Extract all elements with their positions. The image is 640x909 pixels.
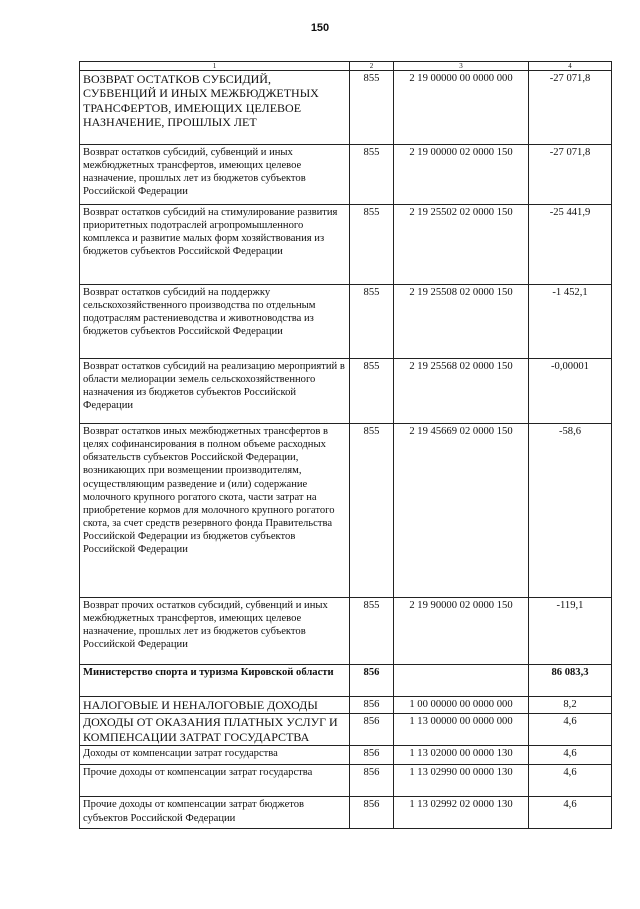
row-admin-code: 855 — [350, 359, 394, 424]
row-amount: 86 083,3 — [529, 665, 612, 697]
row-budget-code: 1 13 02000 00 0000 130 — [394, 746, 529, 765]
row-budget-code: 2 19 25502 02 0000 150 — [394, 205, 529, 285]
row-admin-code: 855 — [350, 145, 394, 205]
page-number: 150 — [310, 22, 330, 34]
row-budget-code: 2 19 90000 02 0000 150 — [394, 598, 529, 665]
table-row — [80, 285, 612, 359]
row-budget-code: 1 00 00000 00 0000 000 — [394, 697, 529, 714]
row-name: ВОЗВРАТ ОСТАТКОВ СУБСИДИЙ, СУБВЕНЦИЙ И ИНЫХ МЕЖБЮДЖЕТНЫХ ТРАНСФЕРТОВ, ИМЕЮЩИХ ЦЕЛЕВОЕ НАЗНАЧЕНИЕ, ПРОШЛЫХ ЛЕТ — [80, 71, 350, 145]
row-amount: 4,6 — [529, 746, 612, 765]
row-admin-code: 856 — [350, 765, 394, 797]
budget-revenue-table — [79, 61, 612, 829]
row-name: Возврат остатков субсидий, субвенций и иных межбюджетных трансфертов, имеющих целевое назначение, прошлых лет из бюджетов субъектов Российской Федерации — [80, 145, 350, 205]
row-amount: -119,1 — [529, 598, 612, 665]
row-budget-code: 2 19 25508 02 0000 150 — [394, 285, 529, 359]
row-budget-code: 1 13 02990 00 0000 130 — [394, 765, 529, 797]
row-amount: -0,00001 — [529, 359, 612, 424]
row-name: ДОХОДЫ ОТ ОКАЗАНИЯ ПЛАТНЫХ УСЛУГ И КОМПЕНСАЦИИ ЗАТРАТ ГОСУДАРСТВА — [80, 714, 350, 746]
row-budget-code: 2 19 45669 02 0000 150 — [394, 424, 529, 598]
column-number-4: 4 — [529, 62, 612, 71]
row-budget-code: 1 13 02992 02 0000 130 — [394, 797, 529, 829]
row-name: Прочие доходы от компенсации затрат государства — [80, 765, 350, 797]
row-name: Возврат остатков субсидий на реализацию мероприятий в области мелиорации земель сельскохозяйственного назначения из бюджетов субъектов Российской Федерации — [80, 359, 350, 424]
row-admin-code: 855 — [350, 205, 394, 285]
row-budget-code — [394, 665, 529, 697]
row-amount: -25 441,9 — [529, 205, 612, 285]
row-budget-code: 1 13 00000 00 0000 000 — [394, 714, 529, 746]
row-admin-code: 856 — [350, 714, 394, 746]
row-name: Доходы от компенсации затрат государства — [80, 746, 350, 765]
row-name: Министерство спорта и туризма Кировской области — [80, 665, 350, 697]
row-budget-code: 2 19 00000 02 0000 150 — [394, 145, 529, 205]
row-budget-code: 2 19 00000 00 0000 000 — [394, 71, 529, 145]
table-row — [80, 359, 612, 424]
table-row — [80, 797, 612, 829]
row-admin-code: 855 — [350, 598, 394, 665]
table-row — [80, 746, 612, 765]
row-admin-code: 856 — [350, 797, 394, 829]
table-row — [80, 71, 612, 145]
row-amount: -27 071,8 — [529, 145, 612, 205]
row-amount: 4,6 — [529, 797, 612, 829]
row-amount: -1 452,1 — [529, 285, 612, 359]
column-number-2: 2 — [350, 62, 394, 71]
row-admin-code: 855 — [350, 71, 394, 145]
table-row — [80, 424, 612, 598]
row-name: Возврат остатков субсидий на стимулирование развития приоритетных подотраслей агропромышленного комплекса и развитие малых форм хозяйствования из бюджетов субъектов Российской Федерации — [80, 205, 350, 285]
column-number-3: 3 — [394, 62, 529, 71]
table-row — [80, 765, 612, 797]
table-header-row — [80, 62, 612, 71]
row-admin-code: 856 — [350, 746, 394, 765]
row-amount: -58,6 — [529, 424, 612, 598]
row-admin-code: 855 — [350, 424, 394, 598]
row-name: НАЛОГОВЫЕ И НЕНАЛОГОВЫЕ ДОХОДЫ — [80, 697, 350, 714]
row-name: Возврат остатков иных межбюджетных трансфертов в целях софинансирования в полном объеме расходных обязательств субъектов Российской Федерации, возникающих при возмещении производителям, осуществляющим разведение и (или) содержание молочного крупного рогатого скота, части затрат на приобретение кормов для молочного крупного рогатого скота, за счет средств резервного фонда Правительства Российской Федерации из бюджетов субъектов Российской Федерации — [80, 424, 350, 598]
row-admin-code: 856 — [350, 697, 394, 714]
row-amount: 4,6 — [529, 714, 612, 746]
row-name: Возврат остатков субсидий на поддержку сельскохозяйственного производства по отдельным подотраслям растениеводства и животноводства из бюджетов субъектов Российской Федерации — [80, 285, 350, 359]
column-number-1: 1 — [80, 62, 350, 71]
table-row — [80, 697, 612, 714]
row-admin-code: 855 — [350, 285, 394, 359]
table-row — [80, 714, 612, 746]
row-amount: 4,6 — [529, 765, 612, 797]
row-amount: 8,2 — [529, 697, 612, 714]
row-amount: -27 071,8 — [529, 71, 612, 145]
table-row — [80, 205, 612, 285]
table-row — [80, 665, 612, 697]
row-admin-code: 856 — [350, 665, 394, 697]
table-row — [80, 145, 612, 205]
table-row — [80, 598, 612, 665]
row-budget-code: 2 19 25568 02 0000 150 — [394, 359, 529, 424]
row-name: Прочие доходы от компенсации затрат бюджетов субъектов Российской Федерации — [80, 797, 350, 829]
row-name: Возврат прочих остатков субсидий, субвенций и иных межбюджетных трансфертов, имеющих целевое назначение, прошлых лет из бюджетов субъектов Российской Федерации — [80, 598, 350, 665]
